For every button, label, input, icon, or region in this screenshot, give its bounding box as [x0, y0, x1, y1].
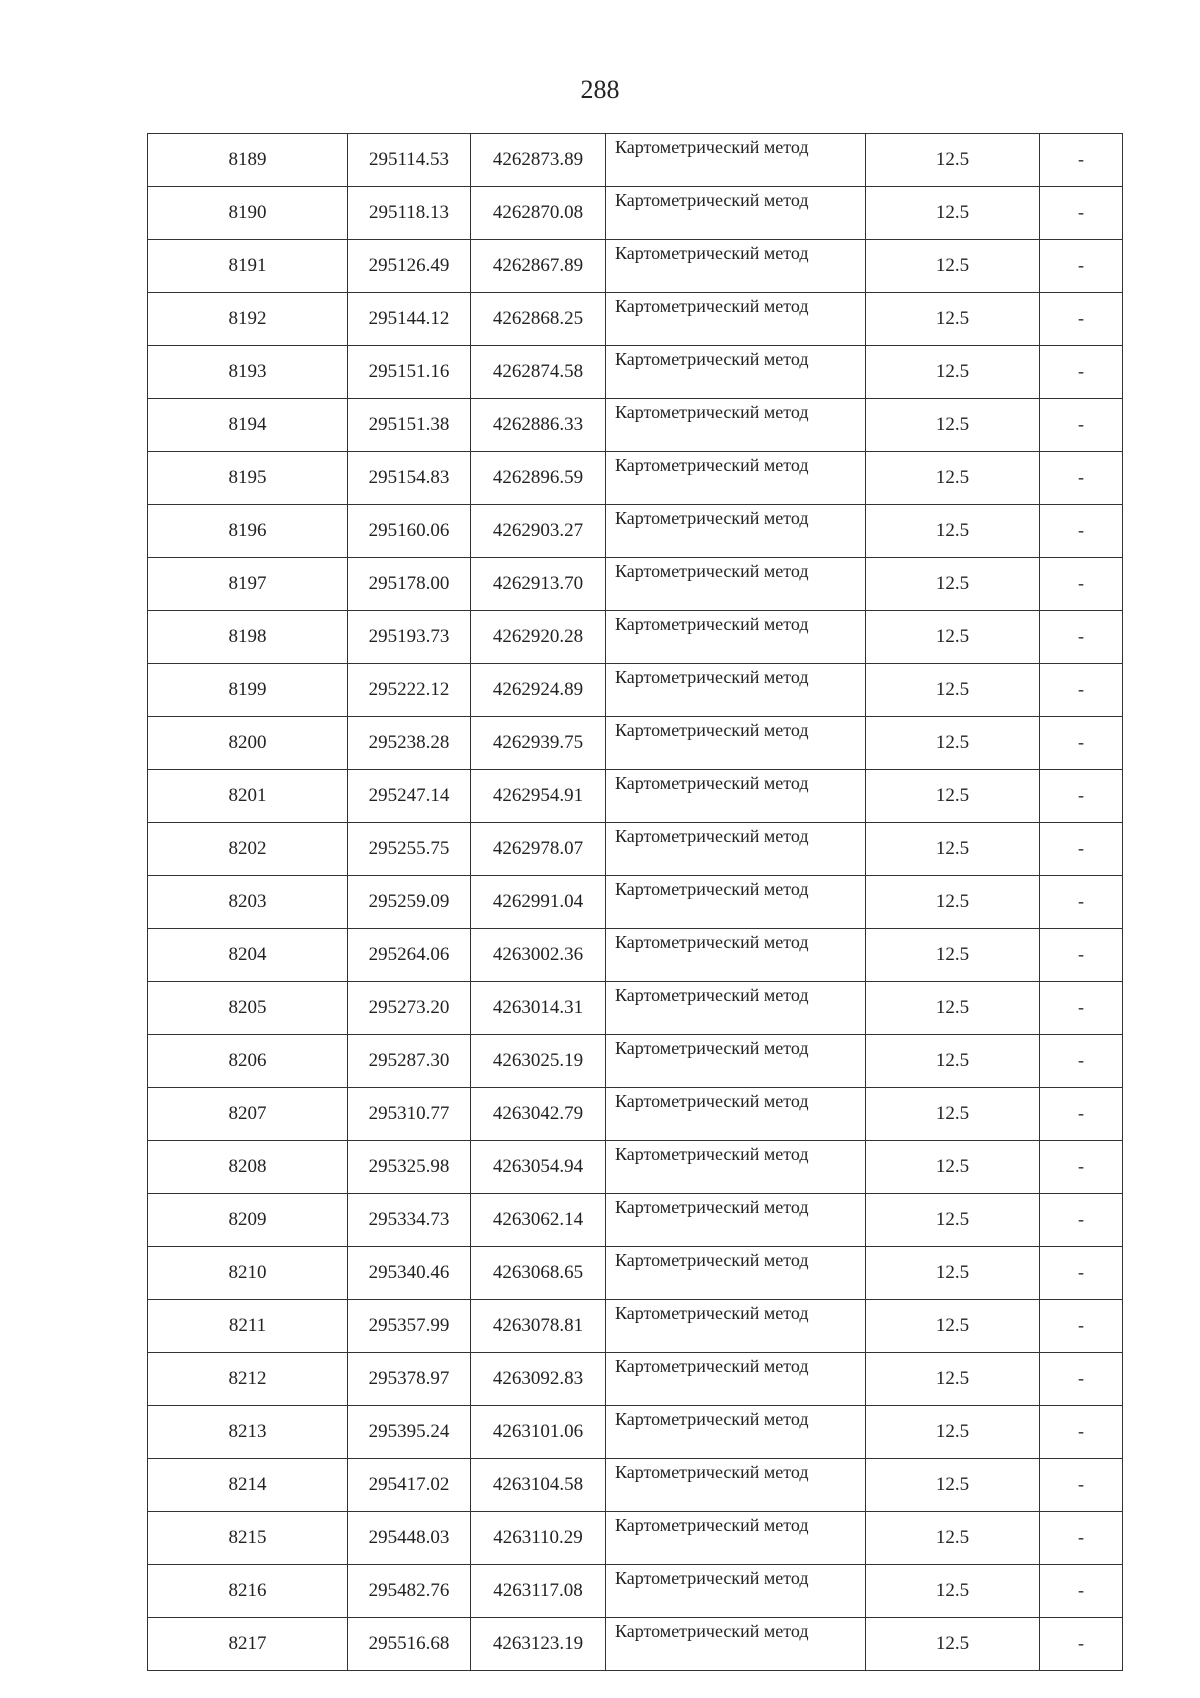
table-row: [148, 1353, 1123, 1406]
x-coordinate-cell: 295482.76: [348, 1565, 471, 1618]
y-coordinate-cell: 4262920.28: [471, 611, 606, 664]
accuracy-cell: 12.5: [866, 346, 1040, 399]
x-coordinate-cell: 295193.73: [348, 611, 471, 664]
note-cell: -: [1040, 505, 1123, 558]
y-coordinate-cell: 4262978.07: [471, 823, 606, 876]
point-id-cell: 8196: [148, 505, 348, 558]
point-id-cell: 8199: [148, 664, 348, 717]
y-coordinate-cell: 4263123.19: [471, 1618, 606, 1671]
table-row: [148, 1300, 1123, 1353]
y-coordinate-cell: 4262924.89: [471, 664, 606, 717]
method-cell: Картометрический метод: [606, 1035, 866, 1088]
table-row: [148, 1035, 1123, 1088]
point-id-cell: 8191: [148, 240, 348, 293]
x-coordinate-cell: 295395.24: [348, 1406, 471, 1459]
x-coordinate-cell: 295417.02: [348, 1459, 471, 1512]
note-cell: -: [1040, 452, 1123, 505]
y-coordinate-cell: 4263025.19: [471, 1035, 606, 1088]
note-cell: -: [1040, 240, 1123, 293]
method-cell: Картометрический метод: [606, 876, 866, 929]
note-cell: -: [1040, 717, 1123, 770]
method-cell: Картометрический метод: [606, 240, 866, 293]
y-coordinate-cell: 4262896.59: [471, 452, 606, 505]
x-coordinate-cell: 295273.20: [348, 982, 471, 1035]
accuracy-cell: 12.5: [866, 611, 1040, 664]
table-row: [148, 558, 1123, 611]
note-cell: -: [1040, 1141, 1123, 1194]
accuracy-cell: 12.5: [866, 982, 1040, 1035]
method-cell: Картометрический метод: [606, 611, 866, 664]
point-id-cell: 8195: [148, 452, 348, 505]
method-cell: Картометрический метод: [606, 929, 866, 982]
table-row: [148, 929, 1123, 982]
point-id-cell: 8194: [148, 399, 348, 452]
x-coordinate-cell: 295118.13: [348, 187, 471, 240]
accuracy-cell: 12.5: [866, 1353, 1040, 1406]
y-coordinate-cell: 4262903.27: [471, 505, 606, 558]
y-coordinate-cell: 4263054.94: [471, 1141, 606, 1194]
table-row: [148, 611, 1123, 664]
x-coordinate-cell: 295178.00: [348, 558, 471, 611]
y-coordinate-cell: 4263002.36: [471, 929, 606, 982]
table-row: [148, 1088, 1123, 1141]
x-coordinate-cell: 295448.03: [348, 1512, 471, 1565]
note-cell: -: [1040, 1565, 1123, 1618]
x-coordinate-cell: 295516.68: [348, 1618, 471, 1671]
method-cell: Картометрический метод: [606, 982, 866, 1035]
method-cell: Картометрический метод: [606, 187, 866, 240]
accuracy-cell: 12.5: [866, 240, 1040, 293]
note-cell: -: [1040, 346, 1123, 399]
y-coordinate-cell: 4263078.81: [471, 1300, 606, 1353]
x-coordinate-cell: 295325.98: [348, 1141, 471, 1194]
table-row: [148, 293, 1123, 346]
point-id-cell: 8217: [148, 1618, 348, 1671]
table-row: [148, 1565, 1123, 1618]
note-cell: -: [1040, 1618, 1123, 1671]
accuracy-cell: 12.5: [866, 1141, 1040, 1194]
page-number: 288: [580, 75, 620, 104]
accuracy-cell: 12.5: [866, 505, 1040, 558]
note-cell: -: [1040, 1353, 1123, 1406]
method-cell: Картометрический метод: [606, 1459, 866, 1512]
accuracy-cell: 12.5: [866, 1406, 1040, 1459]
y-coordinate-cell: 4263092.83: [471, 1353, 606, 1406]
x-coordinate-cell: 295247.14: [348, 770, 471, 823]
table-row: [148, 1194, 1123, 1247]
method-cell: Картометрический метод: [606, 1300, 866, 1353]
table-row: [148, 452, 1123, 505]
y-coordinate-cell: 4262867.89: [471, 240, 606, 293]
x-coordinate-cell: 295126.49: [348, 240, 471, 293]
note-cell: -: [1040, 1194, 1123, 1247]
y-coordinate-cell: 4262991.04: [471, 876, 606, 929]
table-row: [148, 399, 1123, 452]
note-cell: -: [1040, 1459, 1123, 1512]
method-cell: Картометрический метод: [606, 1565, 866, 1618]
table-row: [148, 134, 1123, 187]
y-coordinate-cell: 4263117.08: [471, 1565, 606, 1618]
y-coordinate-cell: 4262939.75: [471, 717, 606, 770]
accuracy-cell: 12.5: [866, 1459, 1040, 1512]
point-id-cell: 8200: [148, 717, 348, 770]
method-cell: Картометрический метод: [606, 770, 866, 823]
y-coordinate-cell: 4262954.91: [471, 770, 606, 823]
table-row: [148, 1618, 1123, 1671]
note-cell: -: [1040, 1247, 1123, 1300]
accuracy-cell: 12.5: [866, 717, 1040, 770]
note-cell: -: [1040, 982, 1123, 1035]
method-cell: Картометрический метод: [606, 452, 866, 505]
x-coordinate-cell: 295160.06: [348, 505, 471, 558]
y-coordinate-cell: 4263104.58: [471, 1459, 606, 1512]
point-id-cell: 8201: [148, 770, 348, 823]
method-cell: Картометрический метод: [606, 1194, 866, 1247]
x-coordinate-cell: 295357.99: [348, 1300, 471, 1353]
accuracy-cell: 12.5: [866, 293, 1040, 346]
accuracy-cell: 12.5: [866, 1565, 1040, 1618]
method-cell: Картометрический метод: [606, 717, 866, 770]
x-coordinate-cell: 295154.83: [348, 452, 471, 505]
table-row: [148, 770, 1123, 823]
coordinates-table-body: [148, 134, 1123, 1671]
method-cell: Картометрический метод: [606, 1512, 866, 1565]
table-row: [148, 240, 1123, 293]
coordinates-table: [147, 133, 1123, 1671]
method-cell: Картометрический метод: [606, 293, 866, 346]
point-id-cell: 8205: [148, 982, 348, 1035]
note-cell: -: [1040, 1300, 1123, 1353]
note-cell: -: [1040, 664, 1123, 717]
table-row: [148, 1406, 1123, 1459]
accuracy-cell: 12.5: [866, 1088, 1040, 1141]
method-cell: Картометрический метод: [606, 399, 866, 452]
note-cell: -: [1040, 1512, 1123, 1565]
point-id-cell: 8198: [148, 611, 348, 664]
x-coordinate-cell: 295255.75: [348, 823, 471, 876]
accuracy-cell: 12.5: [866, 187, 1040, 240]
point-id-cell: 8210: [148, 1247, 348, 1300]
accuracy-cell: 12.5: [866, 876, 1040, 929]
point-id-cell: 8192: [148, 293, 348, 346]
y-coordinate-cell: 4262870.08: [471, 187, 606, 240]
point-id-cell: 8206: [148, 1035, 348, 1088]
accuracy-cell: 12.5: [866, 770, 1040, 823]
note-cell: -: [1040, 1035, 1123, 1088]
x-coordinate-cell: 295222.12: [348, 664, 471, 717]
y-coordinate-cell: 4263042.79: [471, 1088, 606, 1141]
x-coordinate-cell: 295378.97: [348, 1353, 471, 1406]
note-cell: -: [1040, 876, 1123, 929]
y-coordinate-cell: 4262868.25: [471, 293, 606, 346]
y-coordinate-cell: 4262886.33: [471, 399, 606, 452]
accuracy-cell: 12.5: [866, 1035, 1040, 1088]
method-cell: Картометрический метод: [606, 1141, 866, 1194]
table-row: [148, 346, 1123, 399]
note-cell: -: [1040, 134, 1123, 187]
accuracy-cell: 12.5: [866, 1300, 1040, 1353]
x-coordinate-cell: 295287.30: [348, 1035, 471, 1088]
accuracy-cell: 12.5: [866, 1247, 1040, 1300]
point-id-cell: 8208: [148, 1141, 348, 1194]
point-id-cell: 8211: [148, 1300, 348, 1353]
table-row: [148, 982, 1123, 1035]
y-coordinate-cell: 4262874.58: [471, 346, 606, 399]
point-id-cell: 8193: [148, 346, 348, 399]
note-cell: -: [1040, 187, 1123, 240]
note-cell: -: [1040, 929, 1123, 982]
table-row: [148, 1141, 1123, 1194]
x-coordinate-cell: 295259.09: [348, 876, 471, 929]
method-cell: Картометрический метод: [606, 664, 866, 717]
point-id-cell: 8189: [148, 134, 348, 187]
point-id-cell: 8215: [148, 1512, 348, 1565]
x-coordinate-cell: 295144.12: [348, 293, 471, 346]
point-id-cell: 8190: [148, 187, 348, 240]
x-coordinate-cell: 295151.38: [348, 399, 471, 452]
x-coordinate-cell: 295310.77: [348, 1088, 471, 1141]
accuracy-cell: 12.5: [866, 399, 1040, 452]
method-cell: Картометрический метод: [606, 346, 866, 399]
point-id-cell: 8202: [148, 823, 348, 876]
table-row: [148, 1459, 1123, 1512]
accuracy-cell: 12.5: [866, 452, 1040, 505]
table-row: [148, 187, 1123, 240]
note-cell: -: [1040, 399, 1123, 452]
y-coordinate-cell: 4263014.31: [471, 982, 606, 1035]
x-coordinate-cell: 295264.06: [348, 929, 471, 982]
method-cell: Картометрический метод: [606, 1088, 866, 1141]
note-cell: -: [1040, 1406, 1123, 1459]
method-cell: Картометрический метод: [606, 1353, 866, 1406]
point-id-cell: 8212: [148, 1353, 348, 1406]
table-row: [148, 1247, 1123, 1300]
accuracy-cell: 12.5: [866, 1194, 1040, 1247]
x-coordinate-cell: 295340.46: [348, 1247, 471, 1300]
method-cell: Картометрический метод: [606, 505, 866, 558]
point-id-cell: 8207: [148, 1088, 348, 1141]
table-row: [148, 664, 1123, 717]
y-coordinate-cell: 4262913.70: [471, 558, 606, 611]
point-id-cell: 8216: [148, 1565, 348, 1618]
point-id-cell: 8203: [148, 876, 348, 929]
y-coordinate-cell: 4263068.65: [471, 1247, 606, 1300]
accuracy-cell: 12.5: [866, 664, 1040, 717]
table-row: [148, 1512, 1123, 1565]
y-coordinate-cell: 4262873.89: [471, 134, 606, 187]
y-coordinate-cell: 4263101.06: [471, 1406, 606, 1459]
note-cell: -: [1040, 293, 1123, 346]
accuracy-cell: 12.5: [866, 558, 1040, 611]
method-cell: Картометрический метод: [606, 823, 866, 876]
point-id-cell: 8197: [148, 558, 348, 611]
method-cell: Картометрический метод: [606, 1618, 866, 1671]
table-row: [148, 505, 1123, 558]
note-cell: -: [1040, 558, 1123, 611]
point-id-cell: 8204: [148, 929, 348, 982]
note-cell: -: [1040, 1088, 1123, 1141]
method-cell: Картометрический метод: [606, 558, 866, 611]
point-id-cell: 8214: [148, 1459, 348, 1512]
accuracy-cell: 12.5: [866, 1618, 1040, 1671]
x-coordinate-cell: 295114.53: [348, 134, 471, 187]
method-cell: Картометрический метод: [606, 1247, 866, 1300]
y-coordinate-cell: 4263110.29: [471, 1512, 606, 1565]
table-row: [148, 876, 1123, 929]
x-coordinate-cell: 295151.16: [348, 346, 471, 399]
table-row: [148, 823, 1123, 876]
method-cell: Картометрический метод: [606, 134, 866, 187]
x-coordinate-cell: 295238.28: [348, 717, 471, 770]
note-cell: -: [1040, 611, 1123, 664]
point-id-cell: 8213: [148, 1406, 348, 1459]
point-id-cell: 8209: [148, 1194, 348, 1247]
note-cell: -: [1040, 770, 1123, 823]
y-coordinate-cell: 4263062.14: [471, 1194, 606, 1247]
x-coordinate-cell: 295334.73: [348, 1194, 471, 1247]
method-cell: Картометрический метод: [606, 1406, 866, 1459]
accuracy-cell: 12.5: [866, 1512, 1040, 1565]
accuracy-cell: 12.5: [866, 929, 1040, 982]
note-cell: -: [1040, 823, 1123, 876]
accuracy-cell: 12.5: [866, 134, 1040, 187]
table-row: [148, 717, 1123, 770]
accuracy-cell: 12.5: [866, 823, 1040, 876]
